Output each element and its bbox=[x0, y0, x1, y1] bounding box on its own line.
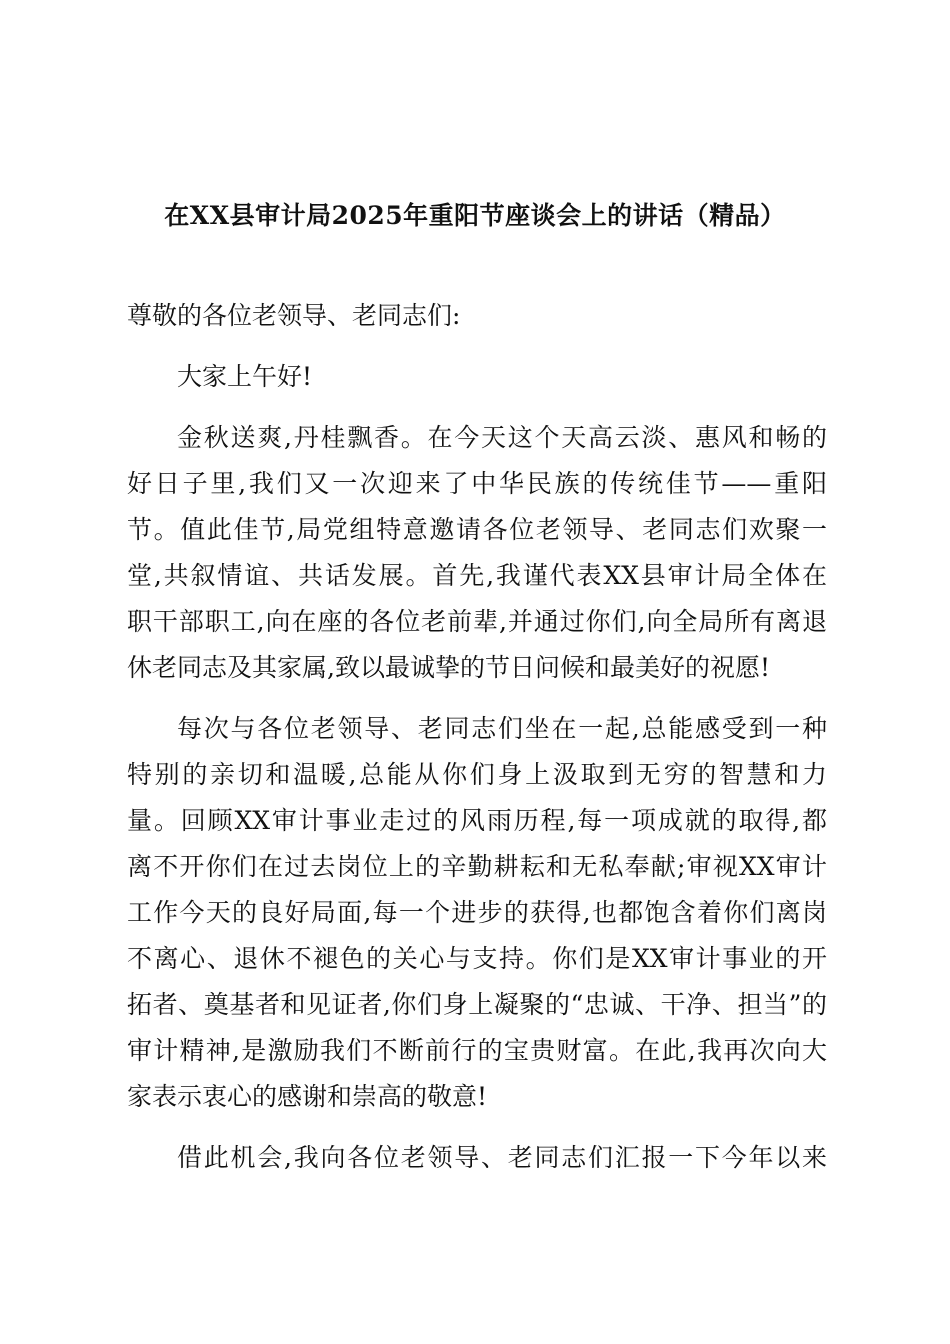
paragraph-line: 节。值此佳节,局党组特意邀请各位老领导、老同志们欢聚一 bbox=[127, 515, 827, 544]
paragraph-1 bbox=[127, 415, 827, 691]
paragraph-line: 堂,共叙情谊、共话发展。首先,我谨代表XX县审计局全体在 bbox=[127, 561, 827, 590]
paragraph-line: 量。回顾XX审计事业走过的风雨历程,每一项成就的取得,都 bbox=[127, 806, 827, 835]
paragraph-line: 家表示衷心的感谢和崇高的敬意! bbox=[127, 1082, 488, 1111]
paragraph-line: 借此机会,我向各位老领导、老同志们汇报一下今年以来 bbox=[177, 1143, 827, 1172]
paragraph-line: 每次与各位老领导、老同志们坐在一起,总能感受到一种 bbox=[177, 714, 827, 743]
document-body bbox=[127, 293, 827, 1181]
paragraph-2 bbox=[127, 706, 827, 1120]
paragraph-line: 好日子里,我们又一次迎来了中华民族的传统佳节——重阳 bbox=[127, 469, 827, 498]
paragraph-3 bbox=[127, 1135, 827, 1181]
paragraph-line: 不离心、退休不褪色的关心与支持。你们是XX审计事业的开 bbox=[127, 944, 827, 973]
paragraph-line: 特别的亲切和温暖,总能从你们身上汲取到无穷的智慧和力 bbox=[127, 760, 827, 789]
paragraph-line: 审计精神,是激励我们不断前行的宝贵财富。在此,我再次向大 bbox=[127, 1036, 827, 1065]
paragraph-line: 拓者、奠基者和见证者,你们身上凝聚的“忠诚、干净、担当”的 bbox=[127, 990, 827, 1019]
document-title: 在XX县审计局2025年重阳节座谈会上的讲话（精品） bbox=[164, 201, 786, 230]
paragraph-line: 金秋送爽,丹桂飘香。在今天这个天高云淡、惠风和畅的 bbox=[177, 423, 827, 452]
paragraph-line: 休老同志及其家属,致以最诚挚的节日问候和最美好的祝愿! bbox=[127, 653, 770, 682]
paragraph-line: 职干部职工,向在座的各位老前辈,并通过你们,向全局所有离退 bbox=[127, 607, 827, 636]
paragraph-line: 工作今天的良好局面,每一个进步的获得,也都饱含着你们离岗 bbox=[127, 898, 827, 927]
paragraph-line: 离不开你们在过去岗位上的辛勤耕耘和无私奉献;审视XX审计 bbox=[127, 852, 827, 881]
greeting: 大家上午好! bbox=[177, 362, 313, 391]
salutation: 尊敬的各位老领导、老同志们: bbox=[127, 301, 461, 330]
